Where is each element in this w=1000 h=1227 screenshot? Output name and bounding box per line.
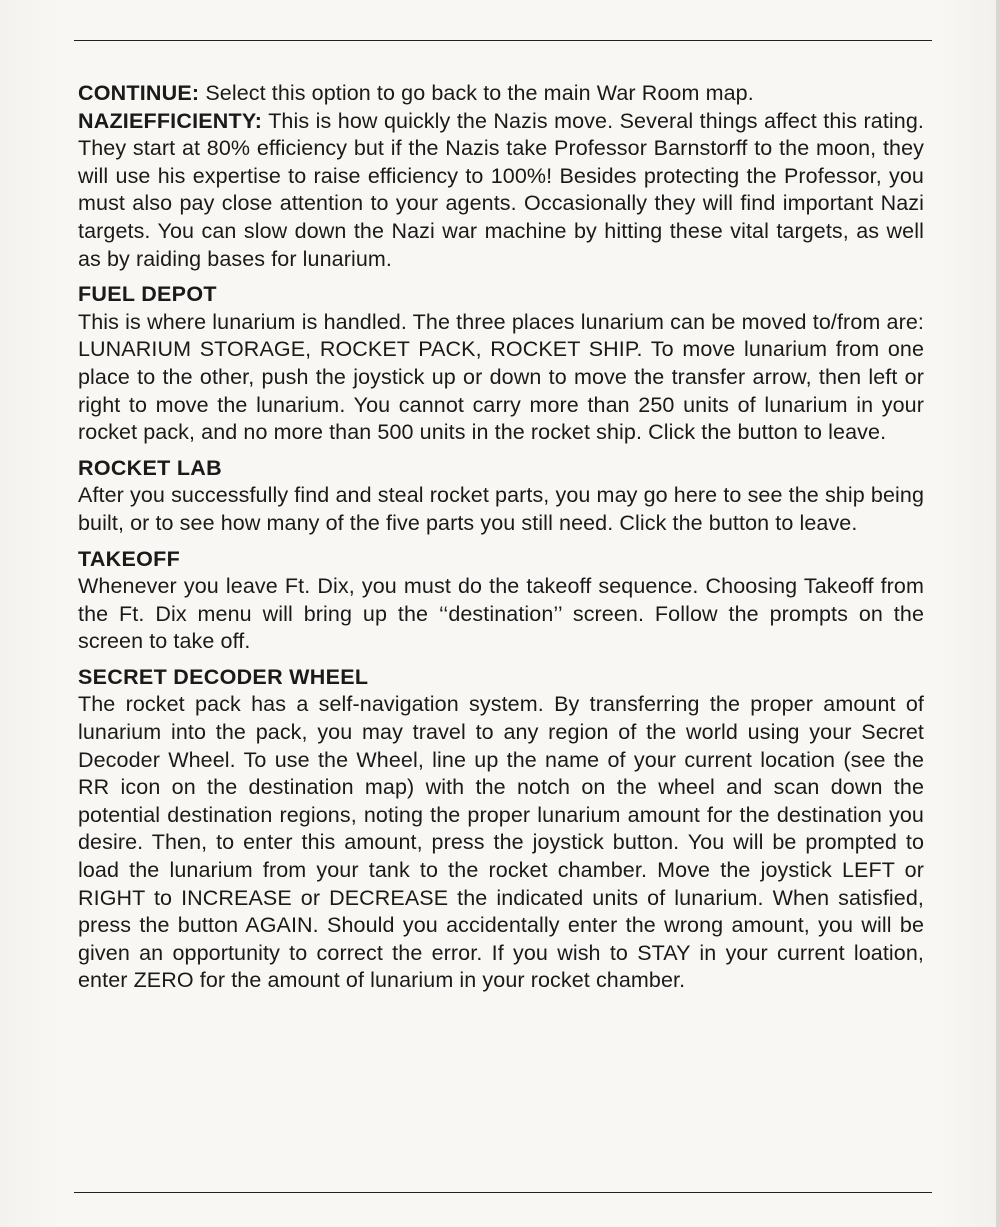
decoder-wheel-text: The rocket pack has a self-navigation system. By transferring the proper amount of lunarium into the pack, you may travel to any region of the world using your Secret Decoder Wheel. To use the Wheel, line up the name of your current location (see the RR icon on the destination map) with the notch on the wheel and scan down the potential destination regions, noting the proper lunarium amount for the destination you desire. Then, to enter this amount, press the joystick button. You will be prompted to load the lunarium from your tank to the rocket chamber. Move the joystick LEFT or RIGHT to INCREASE or DECREASE the indicated units of lunarium. When satisfied, press the button AGAIN. Should you accidentally enter the wrong amount, you will be given an opportunity to correct the error. If you wish to STAY in your current loation, enter ZERO for the amount of lunarium in your rocket chamber. bbox=[78, 692, 924, 993]
page-edge-shadow bbox=[996, 0, 1000, 1227]
efficiency-paragraph bbox=[78, 108, 924, 274]
continue-paragraph bbox=[78, 80, 924, 108]
bottom-rule bbox=[74, 1192, 932, 1193]
continue-text: Select this option to go back to the main War Room map. bbox=[199, 81, 754, 105]
efficiency-label: NAZIEFFICIENTY: bbox=[78, 108, 263, 133]
rocket-lab-heading: ROCKET LAB bbox=[78, 455, 222, 480]
fuel-depot-text: This is where lunarium is handled. The three places lunarium can be moved to/from are: LUNARIUM STORAGE, ROCKET PACK, ROCKET SHIP. To move lunarium from one place to the other, push the joystick up or down to move the transfer arrow, then left or right to move the lunarium. You cannot carry more than 250 units of lunarium in your rocket pack, and no more than 500 units in the rocket ship. Click the button to leave. bbox=[78, 309, 924, 445]
takeoff-text: Whenever you leave Ft. Dix, you must do the takeoff sequence. Choosing Takeoff from the Ft. Dix menu will bring up the ‘‘destination’’ screen. Follow the prompts on the screen to take off. bbox=[78, 574, 924, 654]
efficiency-text: This is how quickly the Nazis move. Several things affect this rating. They start at 80% efficiency but if the Nazis take Professor Barnstorff to the moon, they will use his expertise to raise efficiency to 100%! Besides protecting the Professor, you must also pay close attention to your agents. Occasionally they will find important Nazi targets. You can slow down the Nazi war machine by hitting these vital targets, as well as by raiding bases for lunarium. bbox=[78, 108, 924, 271]
page-content bbox=[78, 80, 924, 995]
decoder-wheel-heading: SECRET DECODER WHEEL bbox=[78, 664, 369, 689]
rocket-lab-text: After you successfully find and steal rocket parts, you may go here to see the ship being built, or to see how many of the five parts you still need. Click the button to leave. bbox=[78, 483, 924, 535]
continue-label: CONTINUE: bbox=[78, 81, 200, 105]
takeoff-heading: TAKEOFF bbox=[78, 546, 181, 571]
top-rule bbox=[74, 40, 932, 41]
fuel-depot-heading: FUEL DEPOT bbox=[78, 282, 217, 307]
